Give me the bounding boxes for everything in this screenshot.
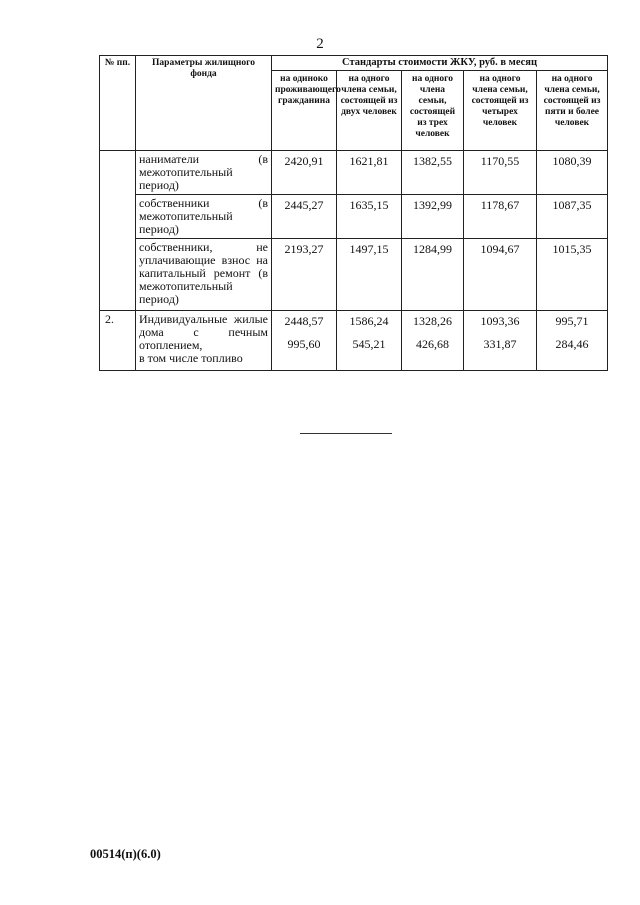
table-row <box>100 239 608 311</box>
row-value: 1015,35 <box>537 239 608 311</box>
row-value-cell <box>402 311 464 371</box>
row-sub-value: 995,60 <box>287 337 321 351</box>
header-group: Стандарты стоимости ЖКУ, руб. в месяц <box>272 56 608 71</box>
table-row <box>100 311 608 371</box>
row-num <box>100 151 136 311</box>
row-value-cell <box>272 311 337 371</box>
table-row <box>100 151 608 195</box>
row-value-cell <box>464 311 537 371</box>
row-value: 1284,99 <box>402 239 464 311</box>
header-col-single: на одиноко проживающего гражданина <box>272 71 337 151</box>
row-value: 1497,15 <box>337 239 402 311</box>
row-value: 1621,81 <box>337 151 402 195</box>
row-param: собственники (в межотопительный период) <box>136 195 272 239</box>
row-value: 1087,35 <box>537 195 608 239</box>
row-value: 1093,36 <box>480 314 520 328</box>
housing-cost-standards-table <box>99 55 608 371</box>
row-value: 1392,99 <box>402 195 464 239</box>
row-param: собственники, не уплачивающие взнос на капитальный ремонт (в межотопительный период) <box>136 239 272 311</box>
header-col-three: на одного члена семьи, состоящей из трех человек <box>402 71 464 151</box>
row-sub-value: 426,68 <box>416 337 449 351</box>
row-sub-value: 545,21 <box>352 337 386 351</box>
row-value: 1635,15 <box>337 195 402 239</box>
row-sub-value: 331,87 <box>483 337 517 351</box>
row-param: наниматели (в межотопительный период) <box>136 151 272 195</box>
row-value: 1080,39 <box>537 151 608 195</box>
row-value: 1178,67 <box>464 195 537 239</box>
page-number: 2 <box>316 36 324 52</box>
row-sub-value: 284,46 <box>555 337 589 351</box>
row-value: 1328,26 <box>413 314 452 328</box>
table-row <box>100 195 608 239</box>
row-param-cell <box>136 311 272 371</box>
row-value: 1170,55 <box>464 151 537 195</box>
header-param: Параметры жилищного фонда <box>136 56 272 151</box>
separator-line <box>300 433 392 434</box>
row-num: 2. <box>100 311 136 371</box>
row-value: 2193,27 <box>272 239 337 311</box>
row-value: 2448,57 <box>284 314 324 328</box>
row-value-cell <box>537 311 608 371</box>
row-value: 1094,67 <box>464 239 537 311</box>
row-value: 2420,91 <box>272 151 337 195</box>
header-num: № пп. <box>100 56 136 151</box>
row-value: 2445,27 <box>272 195 337 239</box>
footer-code: 00514(п)(6.0) <box>90 847 161 861</box>
header-col-five-plus: на одного члена семьи, состоящей из пяти и более человек <box>537 71 608 151</box>
row-value-cell <box>337 311 402 371</box>
header-col-two: на одного члена семьи, состоящей из двух человек <box>337 71 402 151</box>
row-param: Индивидуальные жилые дома с печным отоплением, <box>139 312 268 352</box>
header-col-four: на одного члена семьи, состоящей из четырех человек <box>464 71 537 151</box>
row-value: 1382,55 <box>402 151 464 195</box>
row-value: 995,71 <box>555 314 589 328</box>
row-value: 1586,24 <box>349 314 389 328</box>
row-sub-param: в том числе топливо <box>139 351 243 365</box>
